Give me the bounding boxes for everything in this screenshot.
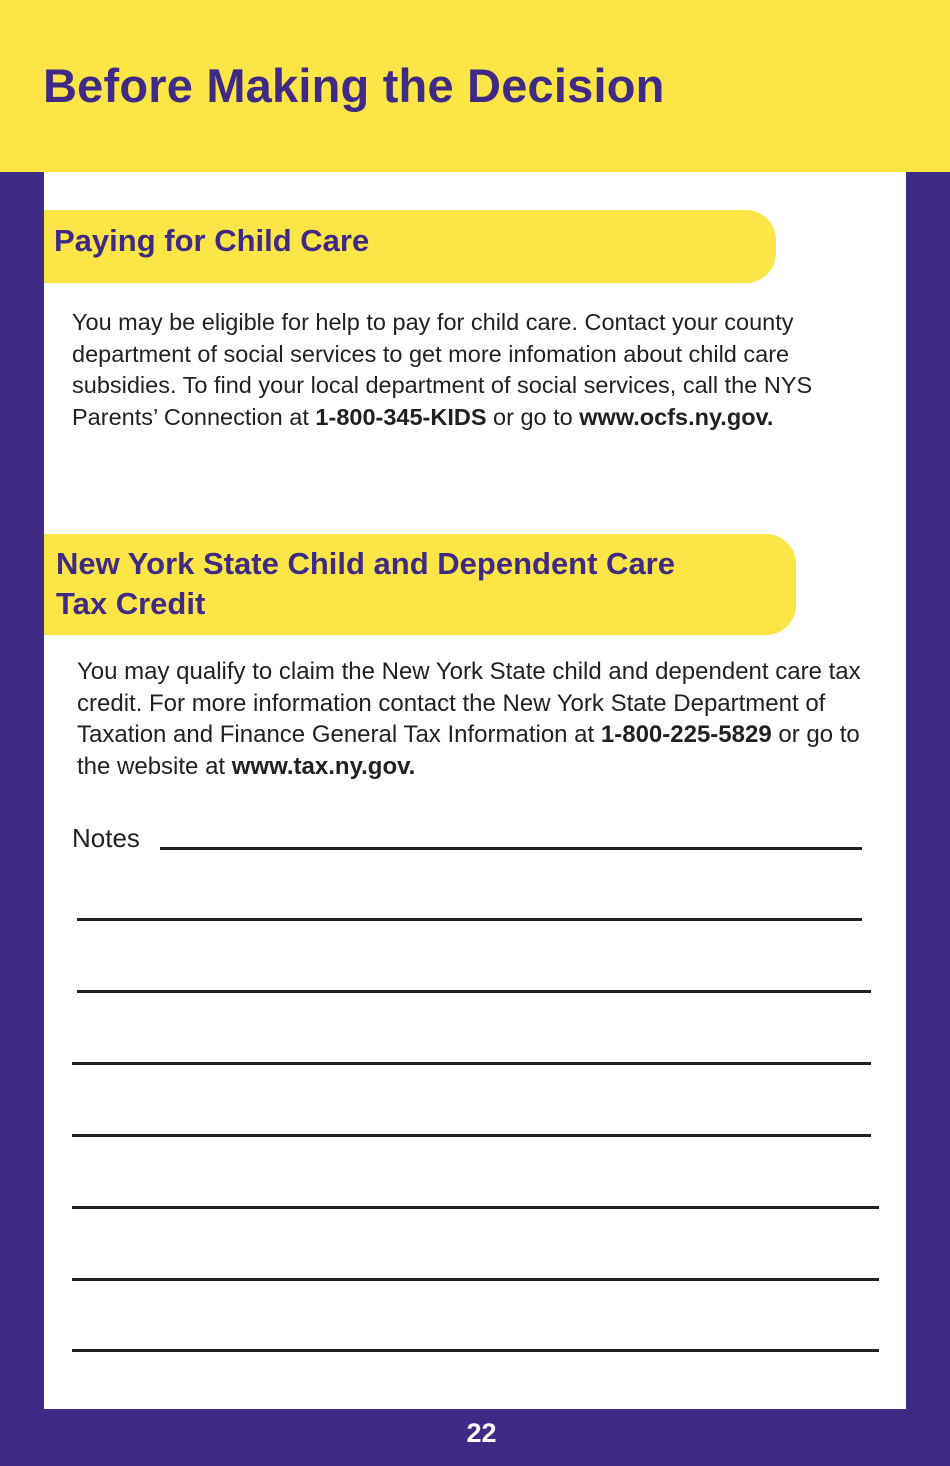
notes-line[interactable] <box>72 1349 879 1352</box>
paying-child-care-paragraph <box>72 307 862 433</box>
website-link[interactable]: www.ocfs.ny.gov. <box>579 403 774 430</box>
notes-line[interactable] <box>160 847 862 850</box>
heading-line-2: Tax Credit <box>56 586 206 621</box>
section-heading: Paying for Child Care <box>54 223 370 258</box>
header-banner <box>0 0 950 172</box>
notes-label: Notes <box>72 823 140 853</box>
section-heading <box>56 544 675 624</box>
section-header-paying-child-care <box>44 210 776 283</box>
phone-number: 1-800-225-5829 <box>600 721 772 748</box>
phone-number: 1-800-345-KIDS <box>315 403 487 430</box>
page-number: 22 <box>466 1418 497 1448</box>
notes-line[interactable] <box>77 918 862 921</box>
notes-line[interactable] <box>72 1134 871 1137</box>
paragraph-text-mid: or go to the website at <box>77 721 860 780</box>
notes-line[interactable] <box>77 990 871 993</box>
paragraph-text-mid: or go to <box>486 403 580 430</box>
notes-line[interactable] <box>72 1062 871 1065</box>
tax-credit-paragraph <box>77 656 867 782</box>
section-header-tax-credit <box>44 534 796 635</box>
website-link[interactable]: www.tax.ny.gov. <box>231 752 416 780</box>
paragraph-text: You may be eligible for help to pay for child care. Contact your county department of social services to get more infomation about child care subsidies. To find your local department of social services, call the NYS Parents’ Connection at <box>72 309 813 430</box>
notes-line[interactable] <box>72 1206 879 1209</box>
page-title: Before Making the Decision <box>43 59 665 112</box>
notes-line[interactable] <box>72 1278 879 1281</box>
heading-line-1: New York State Child and Dependent Care <box>56 546 675 581</box>
paragraph-text: You may qualify to claim the New York State child and dependent care tax credit. For more information contact the New York State Department of Taxation and Finance General Tax Information at <box>77 658 861 748</box>
